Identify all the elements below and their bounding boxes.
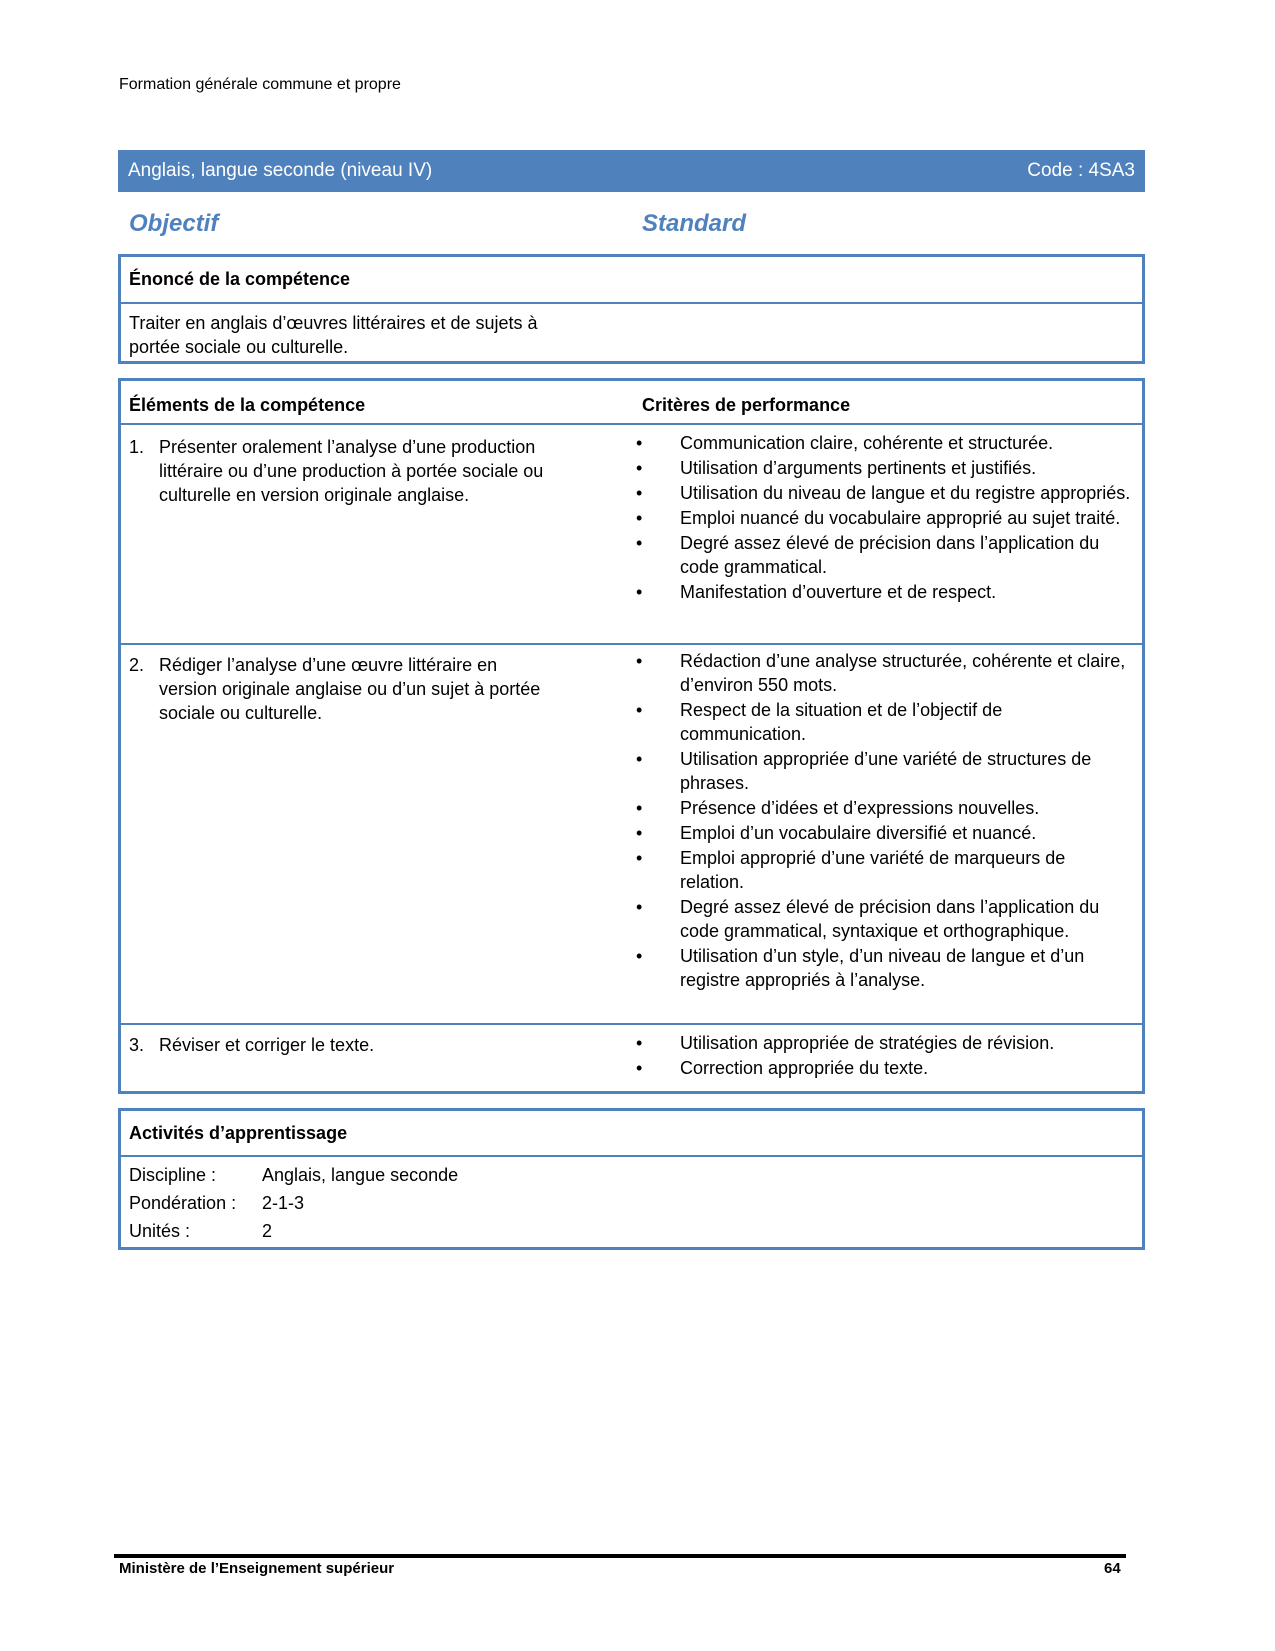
- course-title: Anglais, langue seconde (niveau IV): [128, 160, 433, 181]
- discipline-label: Discipline :: [129, 1165, 217, 1185]
- criterion-item: • Utilisation du niveau de langue et du registre appropriés.: [636, 483, 1131, 503]
- criterion-item: • Utilisation d’un style, d’un niveau de langue et d’un registre appropriés à l’analyse.: [636, 946, 1085, 990]
- element-text: Rédiger l’analyse d’une œuvre littéraire en version originale anglaise ou d’un sujet à portée sociale ou culturelle.: [159, 655, 541, 723]
- criterion-item: • Utilisation appropriée d’une variété de structures de phrases.: [636, 749, 1092, 793]
- discipline-row: [129, 1161, 1134, 1189]
- criterion-item: • Degré assez élevé de précision dans l’application du code grammatical, syntaxique et orthographique.: [636, 897, 1100, 941]
- elements-table: [118, 378, 1145, 1094]
- unites-label: Unités :: [129, 1221, 191, 1241]
- criteria-list: [636, 649, 1131, 993]
- ponderation-row: [129, 1189, 1134, 1217]
- bullet-icon: •: [636, 458, 643, 478]
- footer-divider: [114, 1554, 1126, 1558]
- discipline-value: Anglais, langue seconde: [262, 1165, 459, 1185]
- criterion-item: • Correction appropriée du texte.: [636, 1058, 929, 1078]
- unites-value: 2: [262, 1221, 273, 1241]
- page-number: 64: [1104, 1560, 1121, 1577]
- criteria-heading: Critères de performance: [642, 395, 851, 415]
- criterion-item: • Utilisation appropriée de stratégies de révision.: [636, 1033, 1055, 1053]
- criterion-item: • Degré assez élevé de précision dans l’application du code grammatical.: [636, 533, 1100, 577]
- criterion-item: • Respect de la situation et de l’objectif de communication.: [636, 700, 1003, 744]
- element-number: 1.: [129, 437, 145, 457]
- course-code: Code : 4SA3: [1027, 160, 1135, 181]
- objectif-label: Objectif: [129, 210, 219, 237]
- bullet-icon: •: [636, 582, 643, 602]
- bullet-icon: •: [636, 848, 643, 868]
- element-item: [129, 435, 549, 507]
- activites-details: [121, 1157, 1142, 1249]
- bullet-icon: •: [636, 433, 643, 453]
- bullet-icon: •: [636, 897, 643, 917]
- bullet-icon: •: [636, 946, 643, 966]
- ponderation-label: Pondération :: [129, 1193, 237, 1213]
- table-row: [121, 1023, 1142, 1091]
- activites-box: [118, 1108, 1145, 1250]
- criterion-item: • Emploi d’un vocabulaire diversifié et nuancé.: [636, 823, 1037, 843]
- ponderation-value: 2-1-3: [262, 1193, 305, 1213]
- element-text: Réviser et corriger le texte.: [159, 1035, 375, 1055]
- running-header: Formation générale commune et propre: [119, 76, 401, 93]
- criterion-item: • Présence d’idées et d’expressions nouvelles.: [636, 798, 1040, 818]
- bullet-icon: •: [636, 508, 643, 528]
- bullet-icon: •: [636, 700, 643, 720]
- elements-heading: Éléments de la compétence: [129, 395, 366, 415]
- enonce-heading: Énoncé de la compétence: [121, 257, 1142, 304]
- enonce-text: Traiter en anglais d’œuvres littéraires et de sujets à portée sociale ou culturelle.: [129, 313, 538, 357]
- bullet-icon: •: [636, 749, 643, 769]
- enonce-box: [118, 254, 1145, 364]
- bullet-icon: •: [636, 533, 643, 553]
- standard-label: Standard: [642, 210, 747, 237]
- element-text: Présenter oralement l’analyse d’une production littéraire ou d’une production à portée sociale ou culturelle en version originale anglaise.: [159, 437, 544, 505]
- element-item: [129, 1033, 549, 1057]
- table-row: [121, 425, 1142, 643]
- bullet-icon: •: [636, 1058, 643, 1078]
- bullet-icon: •: [636, 483, 643, 503]
- element-number: 2.: [129, 655, 145, 675]
- criteria-list: [636, 431, 1131, 605]
- criterion-item: • Emploi approprié d’une variété de marqueurs de relation.: [636, 848, 1066, 892]
- bullet-icon: •: [636, 798, 643, 818]
- bullet-icon: •: [636, 651, 643, 671]
- activites-heading: Activités d’apprentissage: [121, 1111, 1142, 1157]
- criterion-item: • Communication claire, cohérente et structurée.: [636, 433, 1054, 453]
- criterion-item: • Utilisation d’arguments pertinents et justifiés.: [636, 458, 1037, 478]
- course-title-bar: [118, 150, 1145, 192]
- footer-ministry: Ministère de l’Enseignement supérieur: [119, 1560, 395, 1577]
- criteria-list: [636, 1031, 1131, 1081]
- criterion-item: • Rédaction d’une analyse structurée, cohérente et claire, d’environ 550 mots.: [636, 651, 1126, 695]
- bullet-icon: •: [636, 823, 643, 843]
- table-row: [121, 643, 1142, 1023]
- criterion-item: • Emploi nuancé du vocabulaire approprié au sujet traité.: [636, 508, 1121, 528]
- bullet-icon: •: [636, 1033, 643, 1053]
- unites-row: [129, 1217, 1134, 1245]
- element-number: 3.: [129, 1035, 145, 1055]
- criterion-item: • Manifestation d’ouverture et de respect.: [636, 582, 997, 602]
- element-item: [129, 653, 549, 725]
- elements-table-header: [121, 381, 1142, 425]
